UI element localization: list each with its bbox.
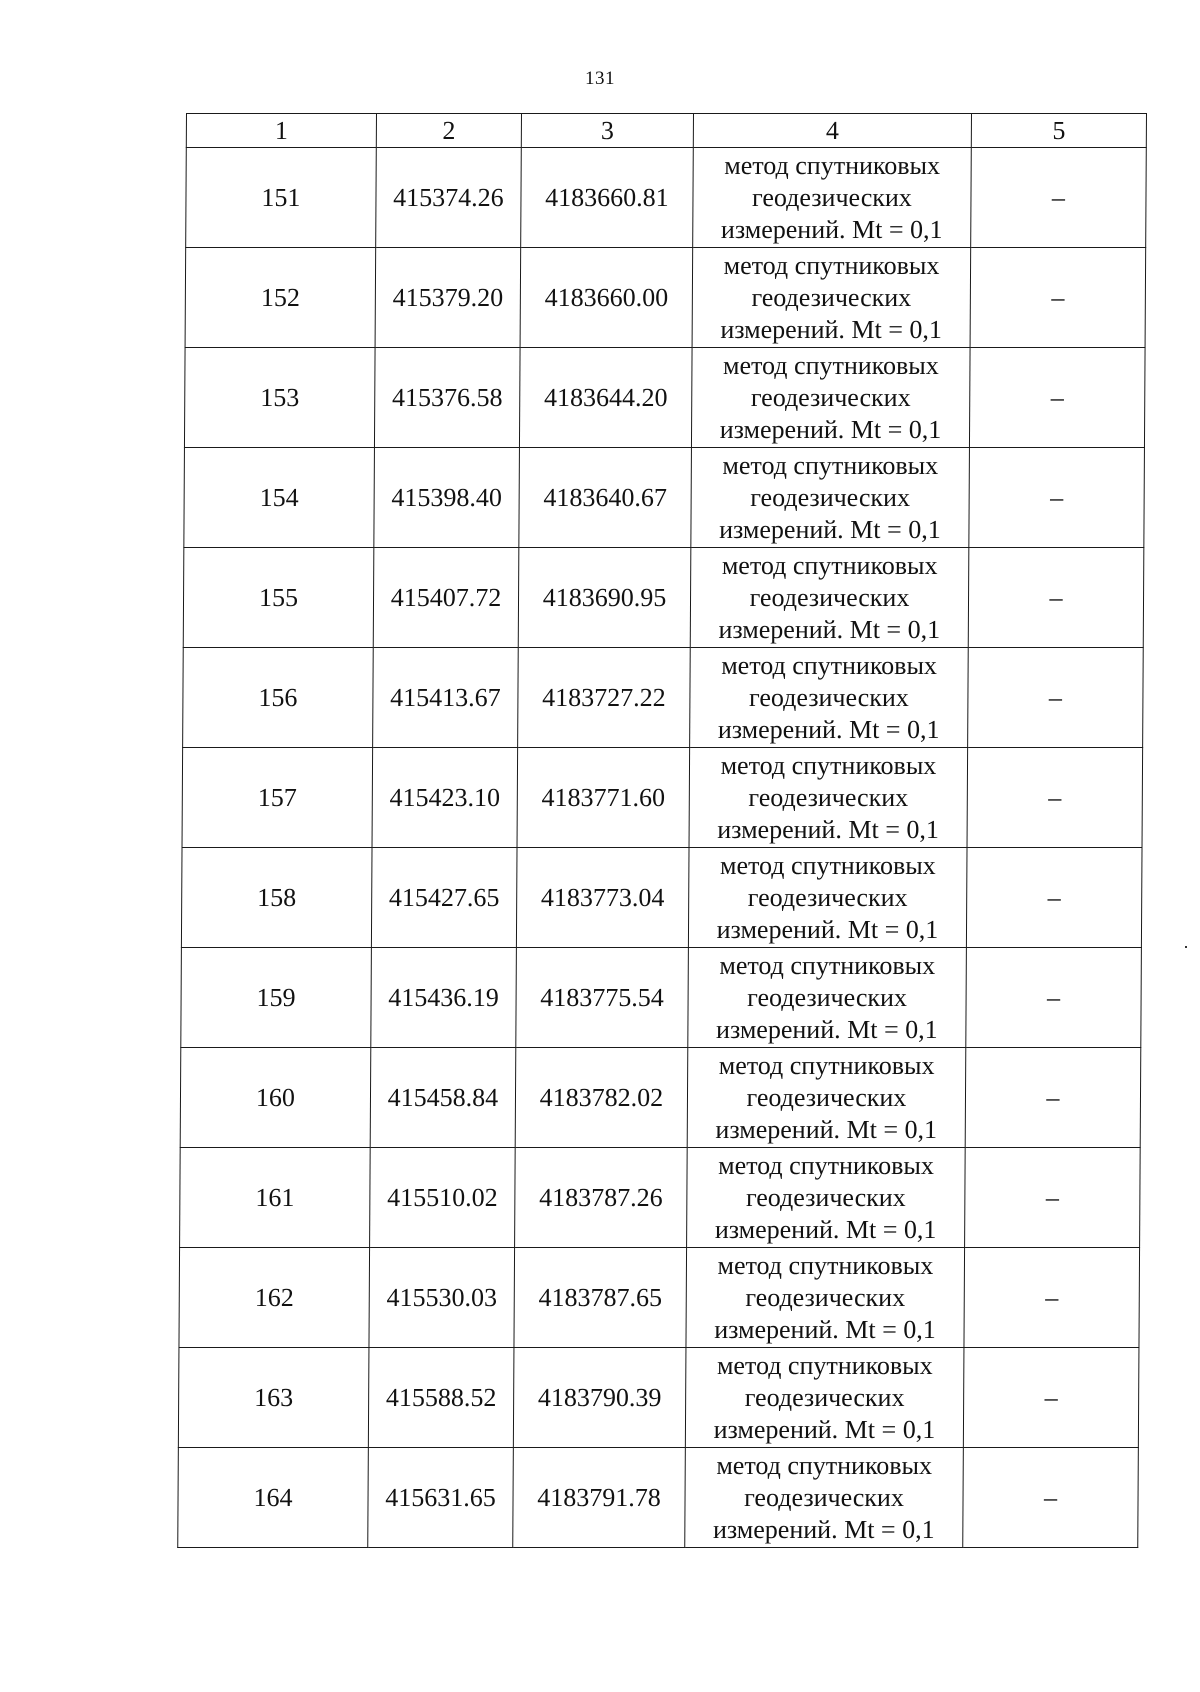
point-number-cell: 164 <box>178 1448 369 1548</box>
point-number-cell: 154 <box>184 448 375 548</box>
x-coordinate-cell: 415530.03 <box>369 1248 515 1348</box>
method-cell <box>690 548 969 648</box>
header-row <box>186 114 1146 148</box>
method-line-1: метод спутниковых <box>721 650 938 680</box>
header-cell-1: 1 <box>186 114 376 148</box>
note-cell: – <box>963 1448 1139 1548</box>
method-line-3: измерений. Mt = 0,1 <box>720 314 943 344</box>
y-coordinate-cell: 4183660.00 <box>520 248 693 348</box>
note-cell: – <box>967 748 1143 848</box>
note-cell: – <box>970 248 1146 348</box>
method-line-3: измерений. Mt = 0,1 <box>713 1414 936 1444</box>
method-cell <box>690 648 969 748</box>
method-line-2: геодезических <box>748 782 909 812</box>
y-coordinate-cell: 4183791.78 <box>513 1448 686 1548</box>
method-line-2: геодезических <box>745 1282 906 1312</box>
y-coordinate-cell: 4183727.22 <box>518 648 691 748</box>
method-line-1: метод спутниковых <box>724 150 941 180</box>
point-number-cell: 163 <box>178 1348 369 1448</box>
y-coordinate-cell: 4183690.95 <box>518 548 691 648</box>
x-coordinate-cell: 415423.10 <box>372 748 518 848</box>
method-cell <box>685 1448 964 1548</box>
method-cell <box>686 1248 965 1348</box>
note-cell: – <box>969 448 1145 548</box>
point-number-cell: 152 <box>185 248 376 348</box>
table-row <box>183 648 1144 748</box>
y-coordinate-cell: 4183782.02 <box>515 1048 688 1148</box>
x-coordinate-cell: 415436.19 <box>371 948 517 1048</box>
y-coordinate-cell: 4183660.81 <box>521 148 694 248</box>
header-cell-2: 2 <box>376 114 521 148</box>
x-coordinate-cell: 415631.65 <box>368 1448 514 1548</box>
method-line-2: геодезических <box>744 1382 905 1412</box>
note-cell: – <box>969 348 1145 448</box>
method-line-1: метод спутниковых <box>721 550 938 580</box>
method-line-3: измерений. Mt = 0,1 <box>712 1514 935 1544</box>
method-line-2: геодезических <box>750 382 911 412</box>
table-row <box>184 448 1145 548</box>
table-row <box>185 248 1146 348</box>
method-line-3: измерений. Mt = 0,1 <box>715 1114 938 1144</box>
method-line-2: геодезических <box>746 1082 907 1112</box>
point-number-cell: 162 <box>179 1248 370 1348</box>
note-cell: – <box>964 1248 1140 1348</box>
method-line-2: геодезических <box>745 1182 906 1212</box>
table-row <box>178 1348 1139 1448</box>
x-coordinate-cell: 415407.72 <box>373 548 519 648</box>
y-coordinate-cell: 4183787.65 <box>514 1248 687 1348</box>
note-cell: – <box>965 1048 1141 1148</box>
table-body <box>178 148 1147 1548</box>
method-line-1: метод спутниковых <box>722 450 939 480</box>
coordinates-table <box>177 113 1147 1548</box>
x-coordinate-cell: 415379.20 <box>375 248 521 348</box>
method-line-2: геодезических <box>748 682 909 712</box>
note-cell: – <box>968 548 1144 648</box>
method-line-1: метод спутниковых <box>717 1250 934 1280</box>
y-coordinate-cell: 4183771.60 <box>517 748 690 848</box>
method-line-1: метод спутниковых <box>719 950 936 980</box>
table-row <box>181 948 1142 1048</box>
point-number-cell: 157 <box>182 748 373 848</box>
header-cell-3: 3 <box>521 114 693 148</box>
method-cell <box>688 948 967 1048</box>
method-line-2: геодезических <box>752 182 912 212</box>
scan-speck <box>1185 946 1187 948</box>
table-row <box>186 148 1147 248</box>
method-line-2: геодезических <box>750 482 911 512</box>
method-line-3: измерений. Mt = 0,1 <box>717 714 940 744</box>
table-row <box>184 348 1145 448</box>
note-cell: – <box>966 948 1142 1048</box>
table-row <box>180 1148 1141 1248</box>
table-row <box>180 1048 1141 1148</box>
method-line-3: измерений. Mt = 0,1 <box>719 514 941 544</box>
page-number: 131 <box>585 68 615 89</box>
method-line-1: метод спутниковых <box>723 250 940 280</box>
method-line-3: измерений. Mt = 0,1 <box>719 414 942 444</box>
method-line-1: метод спутниковых <box>716 1350 933 1380</box>
table-row <box>181 848 1142 948</box>
method-cell <box>689 748 968 848</box>
y-coordinate-cell: 4183787.26 <box>515 1148 688 1248</box>
table-row <box>182 748 1143 848</box>
method-line-1: метод спутниковых <box>719 850 936 880</box>
method-cell <box>687 1048 966 1148</box>
header-cell-4: 4 <box>693 114 971 148</box>
x-coordinate-cell: 415413.67 <box>373 648 519 748</box>
method-cell <box>688 848 967 948</box>
point-number-cell: 156 <box>183 648 374 748</box>
method-line-1: метод спутниковых <box>718 1150 935 1180</box>
note-cell: – <box>968 648 1144 748</box>
y-coordinate-cell: 4183773.04 <box>516 848 689 948</box>
x-coordinate-cell: 415458.84 <box>370 1048 516 1148</box>
method-line-3: измерений. Mt = 0,1 <box>716 1014 938 1044</box>
method-line-3: измерений. Mt = 0,1 <box>714 1314 936 1344</box>
x-coordinate-cell: 415398.40 <box>374 448 520 548</box>
method-line-2: геодезических <box>749 582 910 612</box>
point-number-cell: 160 <box>180 1048 371 1148</box>
method-line-1: метод спутниковых <box>718 1050 935 1080</box>
method-line-2: геодезических <box>744 1482 904 1512</box>
point-number-cell: 153 <box>184 348 375 448</box>
y-coordinate-cell: 4183790.39 <box>513 1348 686 1448</box>
method-line-3: измерений. Mt = 0,1 <box>716 914 939 944</box>
method-cell <box>687 1148 966 1248</box>
point-number-cell: 161 <box>180 1148 371 1248</box>
note-cell: – <box>971 148 1147 248</box>
method-cell <box>691 448 970 548</box>
method-line-3: измерений. Mt = 0,1 <box>717 814 940 844</box>
x-coordinate-cell: 415376.58 <box>374 348 520 448</box>
y-coordinate-cell: 4183640.67 <box>519 448 692 548</box>
x-coordinate-cell: 415427.65 <box>371 848 517 948</box>
method-line-2: геодезических <box>747 982 908 1012</box>
y-coordinate-cell: 4183775.54 <box>516 948 689 1048</box>
table-header <box>186 114 1146 148</box>
table-row <box>178 1448 1139 1548</box>
y-coordinate-cell: 4183644.20 <box>519 348 692 448</box>
method-line-1: метод спутниковых <box>720 750 937 780</box>
method-line-3: измерений. Mt = 0,1 <box>718 614 941 644</box>
method-line-2: геодезических <box>747 882 908 912</box>
point-number-cell: 151 <box>186 148 377 248</box>
method-line-3: измерений. Mt = 0,1 <box>714 1214 937 1244</box>
point-number-cell: 155 <box>183 548 374 648</box>
note-cell: – <box>966 848 1142 948</box>
method-cell <box>692 248 971 348</box>
method-cell <box>685 1348 964 1448</box>
method-line-3: измерений. Mt = 0,1 <box>720 214 943 244</box>
note-cell: – <box>965 1148 1141 1248</box>
note-cell: – <box>963 1348 1139 1448</box>
point-number-cell: 159 <box>181 948 372 1048</box>
table-row <box>179 1248 1140 1348</box>
method-line-1: метод спутниковых <box>723 350 939 380</box>
method-line-1: метод спутниковых <box>716 1450 933 1480</box>
table-row <box>183 548 1144 648</box>
x-coordinate-cell: 415588.52 <box>368 1348 514 1448</box>
x-coordinate-cell: 415374.26 <box>376 148 522 248</box>
header-cell-5: 5 <box>971 114 1146 148</box>
method-cell <box>691 348 970 448</box>
x-coordinate-cell: 415510.02 <box>370 1148 516 1248</box>
method-cell <box>693 148 972 248</box>
point-number-cell: 158 <box>181 848 372 948</box>
method-line-2: геодезических <box>751 282 912 312</box>
